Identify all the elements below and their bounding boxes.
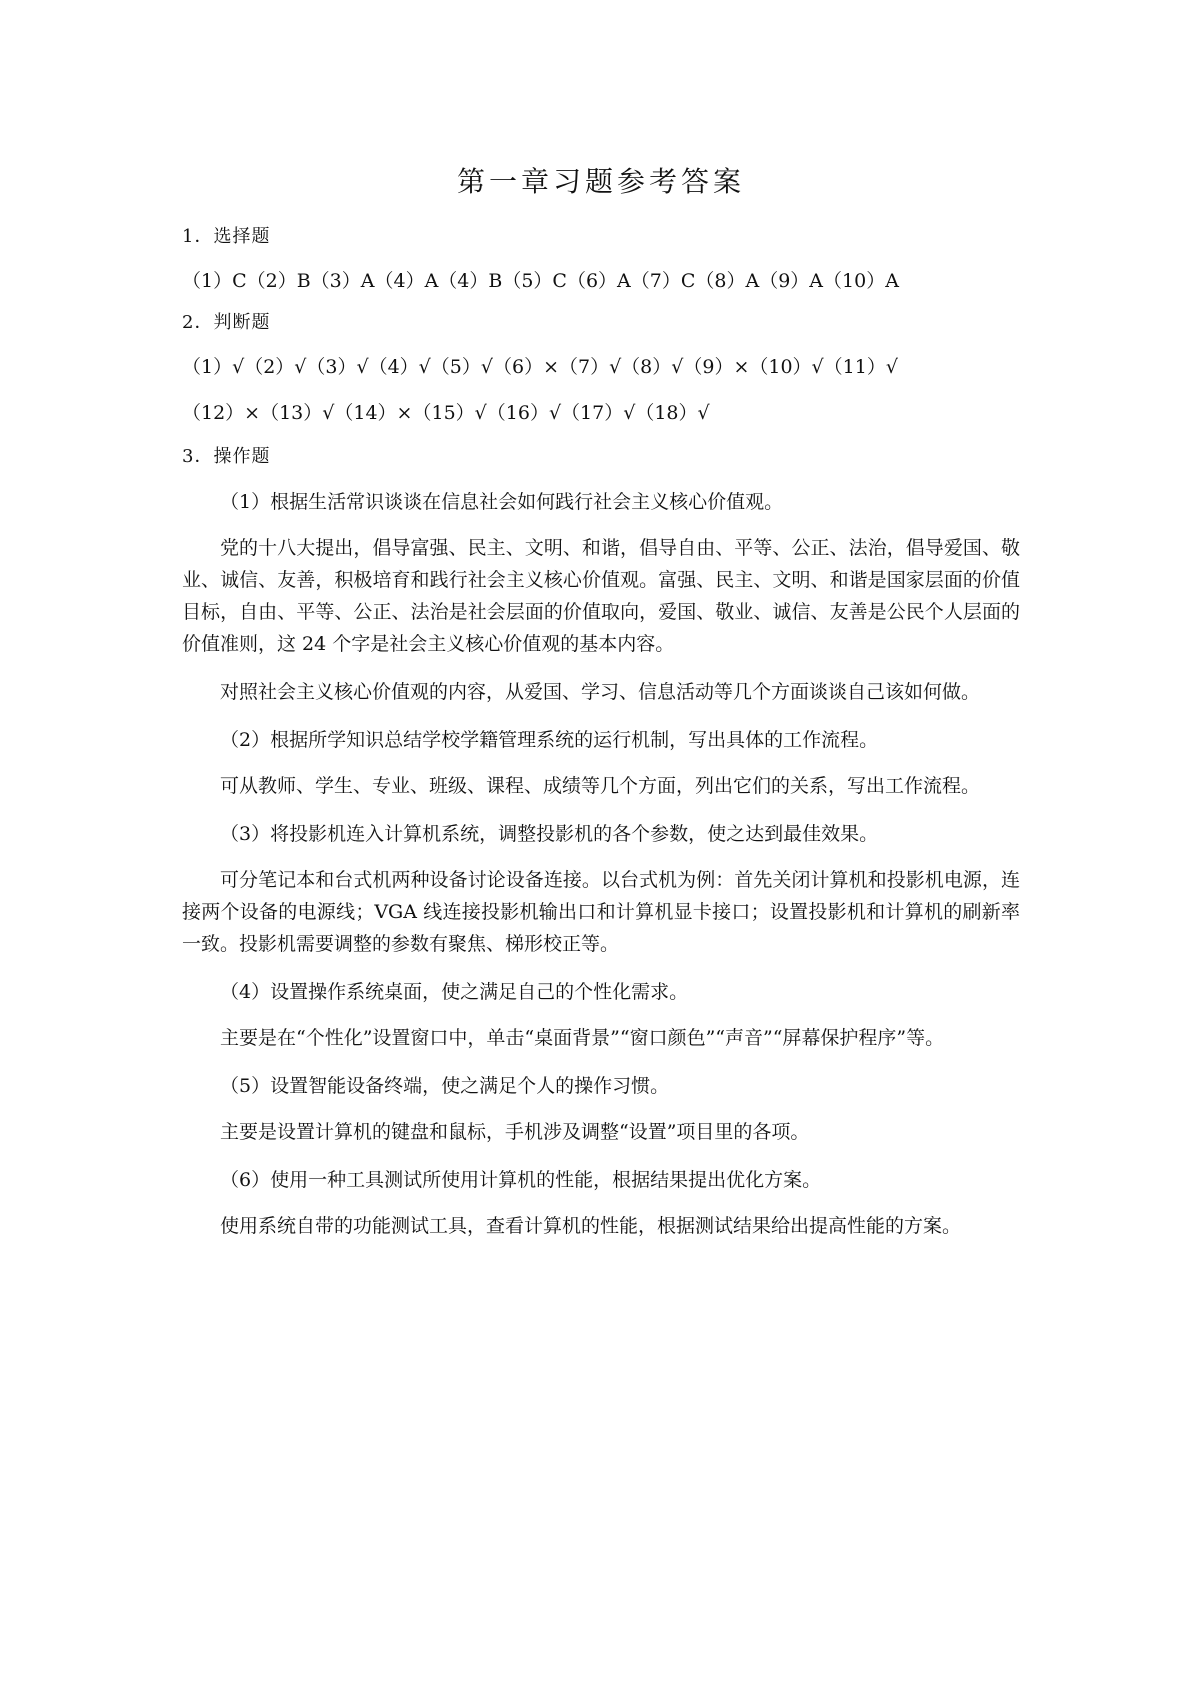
operation-item-5 [182,1070,1020,1148]
section-heading-operation: 3．操作题 [182,446,271,467]
section-heading-judge: 2．判断题 [182,312,271,333]
page-title: 第一章习题参考答案 [456,165,745,198]
operation-answer: 可分笔记本和台式机两种设备讨论设备连接。以台式机为例：首先关闭计算机和投影机电源，连接两个设备的电源线；VGA 线连接投影机输出口和计算机显卡接口；设置投影机和计算机的刷新率一致。投影机需要调整的参数有聚焦、梯形校正等。 [182,869,1020,955]
operation-question: （5）设置智能设备终端，使之满足个人的操作习惯。 [220,1075,670,1097]
operation-answer: 主要是设置计算机的键盘和鼠标，手机涉及调整“设置”项目里的各项。 [220,1121,810,1143]
operation-question: （6）使用一种工具测试所使用计算机的性能，根据结果提出优化方案。 [220,1169,822,1191]
document-page [182,160,1020,1242]
operation-item-6 [182,1164,1020,1242]
judge-answers-line-2: （12）×（13）√（14）×（15）√（16）√（17）√（18）√ [182,402,710,424]
operation-item-3 [182,818,1020,960]
choice-answers: （1）C（2）B（3）A（4）A（4）B（5）C（6）A（7）C（8）A（9）A（10）A [182,270,899,292]
judge-answers-line-1: （1）√（2）√（3）√（4）√（5）√（6）×（7）√（8）√（9）×（10）√（11）√ [182,356,898,378]
operation-answer: 可从教师、学生、专业、班级、课程、成绩等几个方面，列出它们的关系，写出工作流程。 [220,775,981,797]
operation-answer: 主要是在“个性化”设置窗口中，单击“桌面背景”“窗口颜色”“声音”“屏幕保护程序”等。 [220,1027,945,1049]
operation-answer: 使用系统自带的功能测试工具，查看计算机的性能，根据测试结果给出提高性能的方案。 [220,1215,962,1237]
section-heading-choice: 1．选择题 [182,226,271,247]
operation-item-1 [182,486,1020,708]
operation-question: （3）将投影机连入计算机系统，调整投影机的各个参数，使之达到最佳效果。 [220,823,879,845]
operation-item-4 [182,976,1020,1054]
operation-answer: 党的十八大提出，倡导富强、民主、文明、和谐，倡导自由、平等、公正、法治，倡导爱国、敬业、诚信、友善，积极培育和践行社会主义核心价值观。富强、民主、文明、和谐是国家层面的价值目标，自由、平等、公正、法治是社会层面的价值取向，爱国、敬业、诚信、友善是公民个人层面的价值准则，这 24 个字是社会主义核心价值观的基本内容。 [182,537,1020,655]
operation-question: （1）根据生活常识谈谈在信息社会如何践行社会主义核心价值观。 [220,491,784,513]
operation-question: （2）根据所学知识总结学校学籍管理系统的运行机制，写出具体的工作流程。 [220,729,879,751]
operation-question: （4）设置操作系统桌面，使之满足自己的个性化需求。 [220,981,689,1003]
operation-answer: 对照社会主义核心价值观的内容，从爱国、学习、信息活动等几个方面谈谈自己该如何做。 [220,681,981,703]
operation-item-2 [182,724,1020,802]
